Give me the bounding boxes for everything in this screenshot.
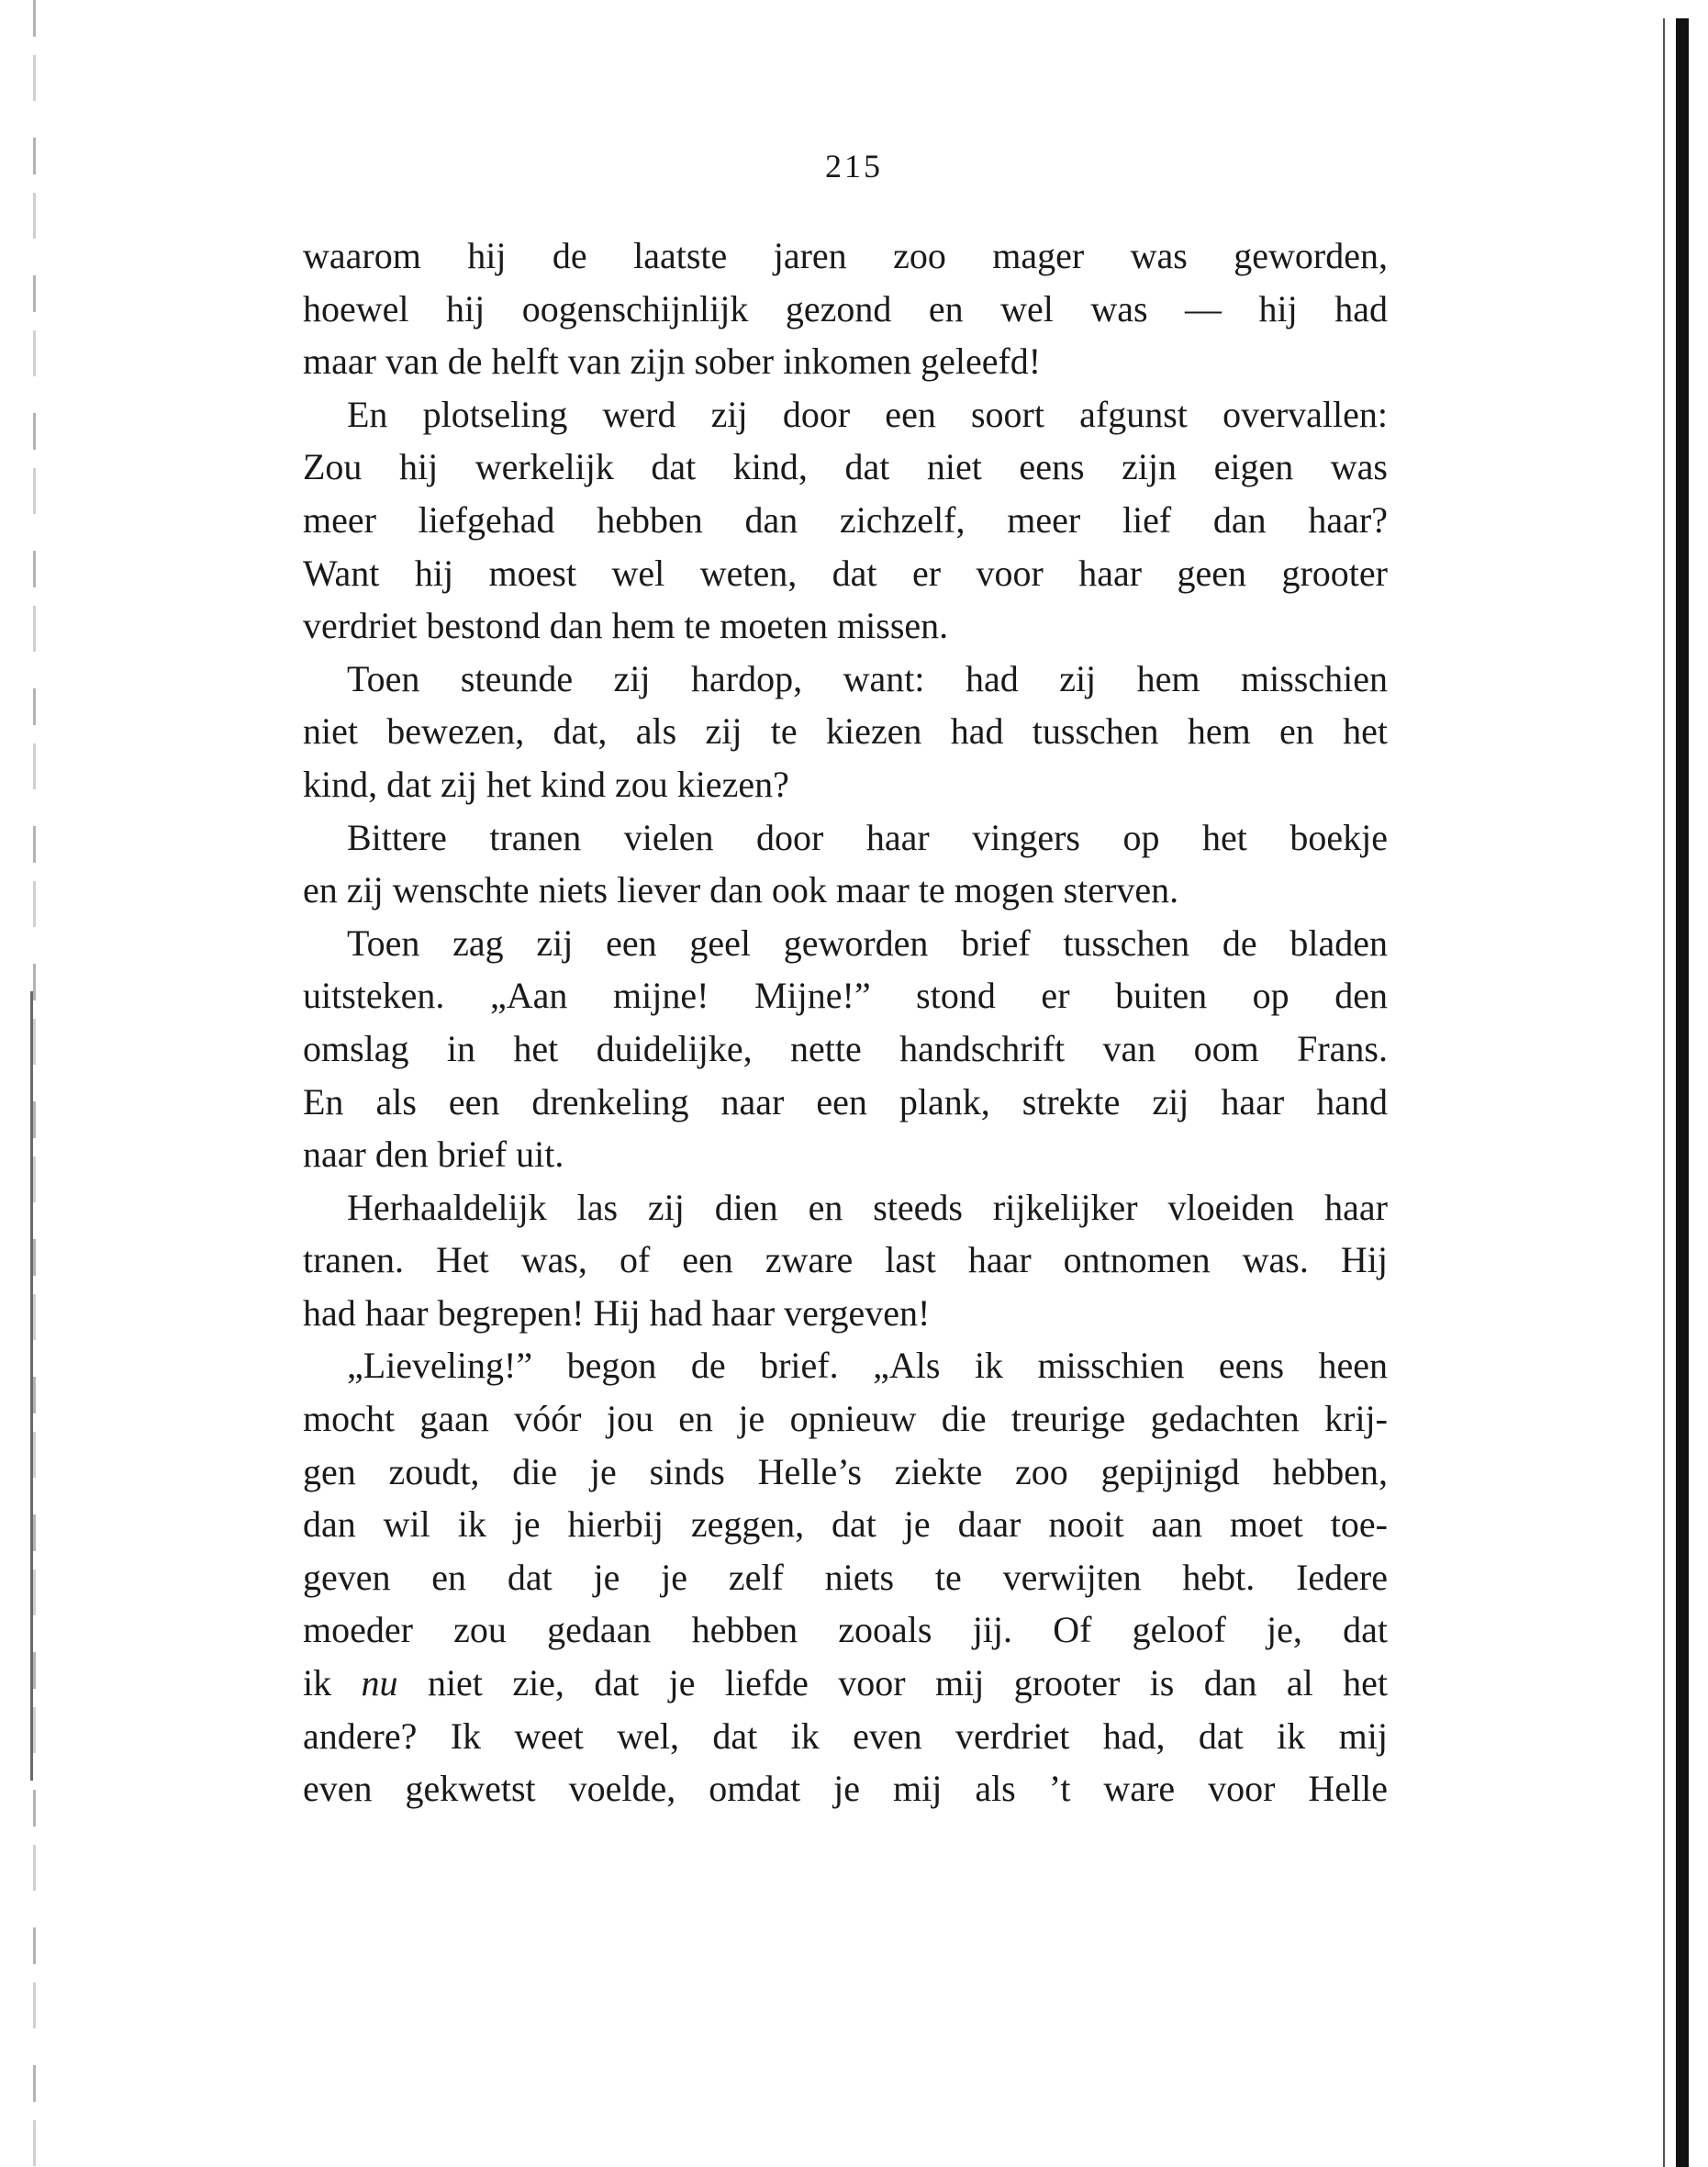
text-line-26: geven en dat je je zelf niets te verwijten hebt. Iedere xyxy=(303,1556,1388,1598)
text-line-28-end: niet zie, dat je liefde voor mij grooter is dan al het xyxy=(427,1662,1389,1704)
text-line-19: Herhaaldelijk las zij dien en steeds rijkelijker vloeiden haar xyxy=(347,1186,1388,1228)
scan-edge-right-line xyxy=(1663,18,1665,2167)
text-line-29: andere? Ik weet wel, dat ik even verdriet had, dat ik mij xyxy=(303,1715,1388,1757)
text-line-21: had haar begrepen! Hij had haar vergeven! xyxy=(303,1291,931,1334)
scan-edge-left xyxy=(33,0,36,2167)
text-line-11: kind, dat zij het kind zou kiezen? xyxy=(303,763,789,805)
text-line-10: niet bewezen, dat, als zij te kiezen had tusschen hem en het xyxy=(303,710,1388,753)
text-line-14: Toen zag zij een geel geworden brief tusschen de bladen xyxy=(347,922,1388,964)
text-line-22: „Lieveling!” begon de brief. „Als ik misschien eens heen xyxy=(347,1345,1388,1387)
emphasis-nu: nu xyxy=(361,1662,398,1704)
text-line-24: gen zoudt, die je sinds Helle’s ziekte zoo gepijnigd hebben, xyxy=(303,1450,1388,1492)
text-line-6: meer liefgehad hebben dan zichzelf, meer lief dan haar? xyxy=(303,498,1388,541)
text-line-2: hoewel hij oogenschijnlijk gezond en wel was — hij had xyxy=(303,287,1388,330)
text-line-27: moeder zou gedaan hebben zooals jij. Of geloof je, dat xyxy=(303,1609,1388,1651)
text-line-1: waarom hij de laatste jaren zoo mager was geworden, xyxy=(303,235,1388,276)
text-line-12: Bittere tranen vielen door haar vingers op het boekje xyxy=(347,816,1388,858)
scan-edge-right xyxy=(1676,18,1689,2167)
text-line-17: En als een drenkeling naar een plank, strekte zij haar hand xyxy=(303,1080,1388,1123)
text-line-20: tranen. Het was, of een zware last haar ontnomen was. Hij xyxy=(303,1239,1388,1281)
text-line-13: en zij wenschte niets liever dan ook maar te mogen sterven. xyxy=(303,869,1179,911)
text-line-30: even gekwetst voelde, omdat je mij als ’t ware voor Helle xyxy=(303,1768,1388,1810)
text-line-9: Toen steunde zij hardop, want: had zij hem misschien xyxy=(347,657,1388,699)
text-line-23: mocht gaan vóór jou en je opnieuw die treurige gedachten krij- xyxy=(303,1398,1388,1440)
text-line-4: En plotseling werd zij door een soort afgunst overvallen: xyxy=(347,393,1388,435)
text-line-25: dan wil ik je hierbij zeggen, dat je daar nooit aan moet toe- xyxy=(303,1503,1388,1546)
body-text xyxy=(303,229,1388,1815)
text-line-28 xyxy=(303,1657,1388,1710)
text-line-28-start: ik xyxy=(303,1662,332,1704)
scan-edge-left-mark xyxy=(30,991,33,1781)
text-line-5: Zou hij werkelijk dat kind, dat niet eens zijn eigen was xyxy=(303,446,1388,488)
text-line-7: Want hij moest wel weten, dat er voor haar geen grooter xyxy=(303,552,1388,594)
text-line-15: uitsteken. „Aan mijne! Mijne!” stond er buiten op den xyxy=(303,975,1388,1017)
text-line-16: omslag in het duidelijke, nette handschrift van oom Frans. xyxy=(303,1027,1388,1069)
text-line-8: verdriet bestond dan hem te moeten missen. xyxy=(303,605,949,647)
text-line-18: naar den brief uit. xyxy=(303,1134,564,1176)
page-number: 215 xyxy=(825,148,883,184)
text-line-3: maar van de helft van zijn sober inkomen geleefd! xyxy=(303,341,1042,383)
